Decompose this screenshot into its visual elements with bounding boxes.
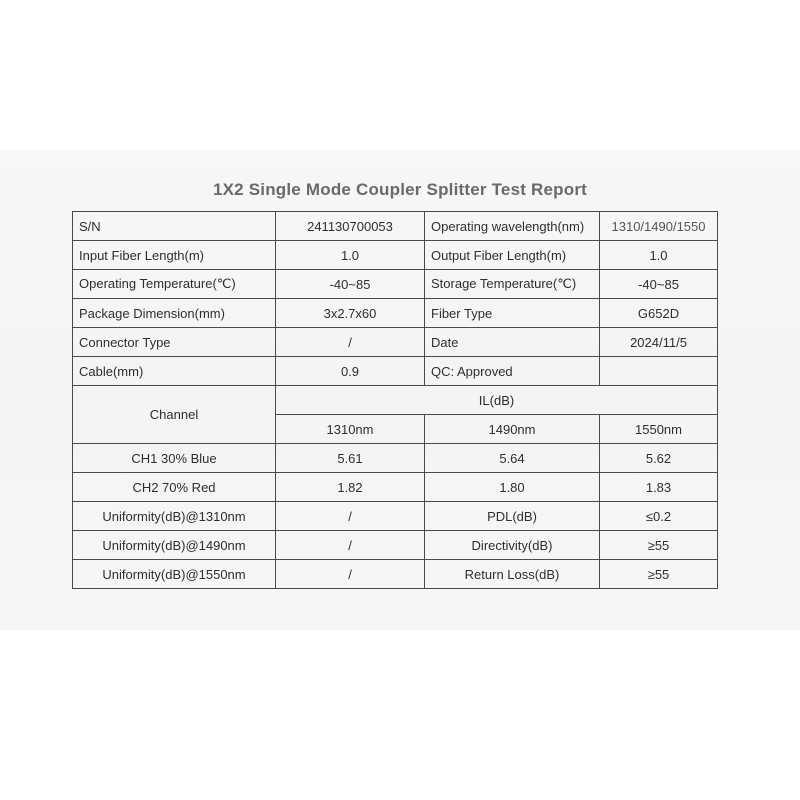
serial-number-value: 241130700053 — [276, 212, 425, 241]
cable-label: Cable(mm) — [73, 357, 276, 386]
operating-temperature-value: -40~85 — [276, 270, 425, 299]
package-dimension-value: 3x2.7x60 — [276, 299, 425, 328]
operating-wavelength-value: 1310/1490/1550 — [600, 212, 718, 241]
info-row-temperature — [73, 270, 718, 299]
input-fiber-length-value: 1.0 — [276, 241, 425, 270]
spec-row-uniformity-1490 — [73, 531, 718, 560]
operating-wavelength-label: Operating wavelength(nm) — [425, 212, 600, 241]
connector-type-label: Connector Type — [73, 328, 276, 357]
return-loss-value: ≥55 — [600, 560, 718, 589]
directivity-value: ≥55 — [600, 531, 718, 560]
date-value: 2024/11/5 — [600, 328, 718, 357]
test-report-table — [72, 211, 718, 589]
report-title: 1X2 Single Mode Coupler Splitter Test Report — [212, 180, 588, 199]
wavelength-1310-header: 1310nm — [276, 415, 425, 444]
wavelength-1550-header: 1550nm — [600, 415, 718, 444]
channel-name: CH1 30% Blue — [73, 444, 276, 473]
il-group-header: IL(dB) — [276, 386, 718, 415]
pdl-label: PDL(dB) — [425, 502, 600, 531]
il-value-1490: 1.80 — [425, 473, 600, 502]
serial-number-label: S/N — [73, 212, 276, 241]
channel-row-ch2 — [73, 473, 718, 502]
connector-type-value: / — [276, 328, 425, 357]
storage-temperature-value: -40~85 — [600, 270, 718, 299]
uniformity-1490-label: Uniformity(dB)@1490nm — [73, 531, 276, 560]
pdl-value: ≤0.2 — [600, 502, 718, 531]
channel-row-ch1 — [73, 444, 718, 473]
package-dimension-label: Package Dimension(mm) — [73, 299, 276, 328]
fiber-type-value: G652D — [600, 299, 718, 328]
info-row-fiber-length — [73, 241, 718, 270]
uniformity-1490-value: / — [276, 531, 425, 560]
input-fiber-length-label: Input Fiber Length(m) — [73, 241, 276, 270]
uniformity-1310-value: / — [276, 502, 425, 531]
uniformity-1550-value: / — [276, 560, 425, 589]
operating-temperature-label: Operating Temperature(℃) — [73, 270, 276, 299]
channel-header: Channel — [73, 386, 276, 444]
channel-name: CH2 70% Red — [73, 473, 276, 502]
cable-value: 0.9 — [276, 357, 425, 386]
output-fiber-length-label: Output Fiber Length(m) — [425, 241, 600, 270]
fiber-type-label: Fiber Type — [425, 299, 600, 328]
return-loss-label: Return Loss(dB) — [425, 560, 600, 589]
storage-temperature-label: Storage Temperature(℃) — [425, 270, 600, 299]
uniformity-1310-label: Uniformity(dB)@1310nm — [73, 502, 276, 531]
il-value-1310: 5.61 — [276, 444, 425, 473]
uniformity-1550-label: Uniformity(dB)@1550nm — [73, 560, 276, 589]
info-row-connector — [73, 328, 718, 357]
il-value-1310: 1.82 — [276, 473, 425, 502]
info-row-cable — [73, 357, 718, 386]
il-value-1490: 5.64 — [425, 444, 600, 473]
date-label: Date — [425, 328, 600, 357]
output-fiber-length-value: 1.0 — [600, 241, 718, 270]
directivity-label: Directivity(dB) — [425, 531, 600, 560]
qc-status-label: QC: Approved — [425, 357, 600, 386]
info-row-serial — [73, 212, 718, 241]
qc-status-value — [600, 357, 718, 386]
info-row-package — [73, 299, 718, 328]
spec-row-uniformity-1310 — [73, 502, 718, 531]
il-value-1550: 5.62 — [600, 444, 718, 473]
wavelength-1490-header: 1490nm — [425, 415, 600, 444]
spec-row-uniformity-1550 — [73, 560, 718, 589]
il-value-1550: 1.83 — [600, 473, 718, 502]
il-header-row — [73, 386, 718, 415]
